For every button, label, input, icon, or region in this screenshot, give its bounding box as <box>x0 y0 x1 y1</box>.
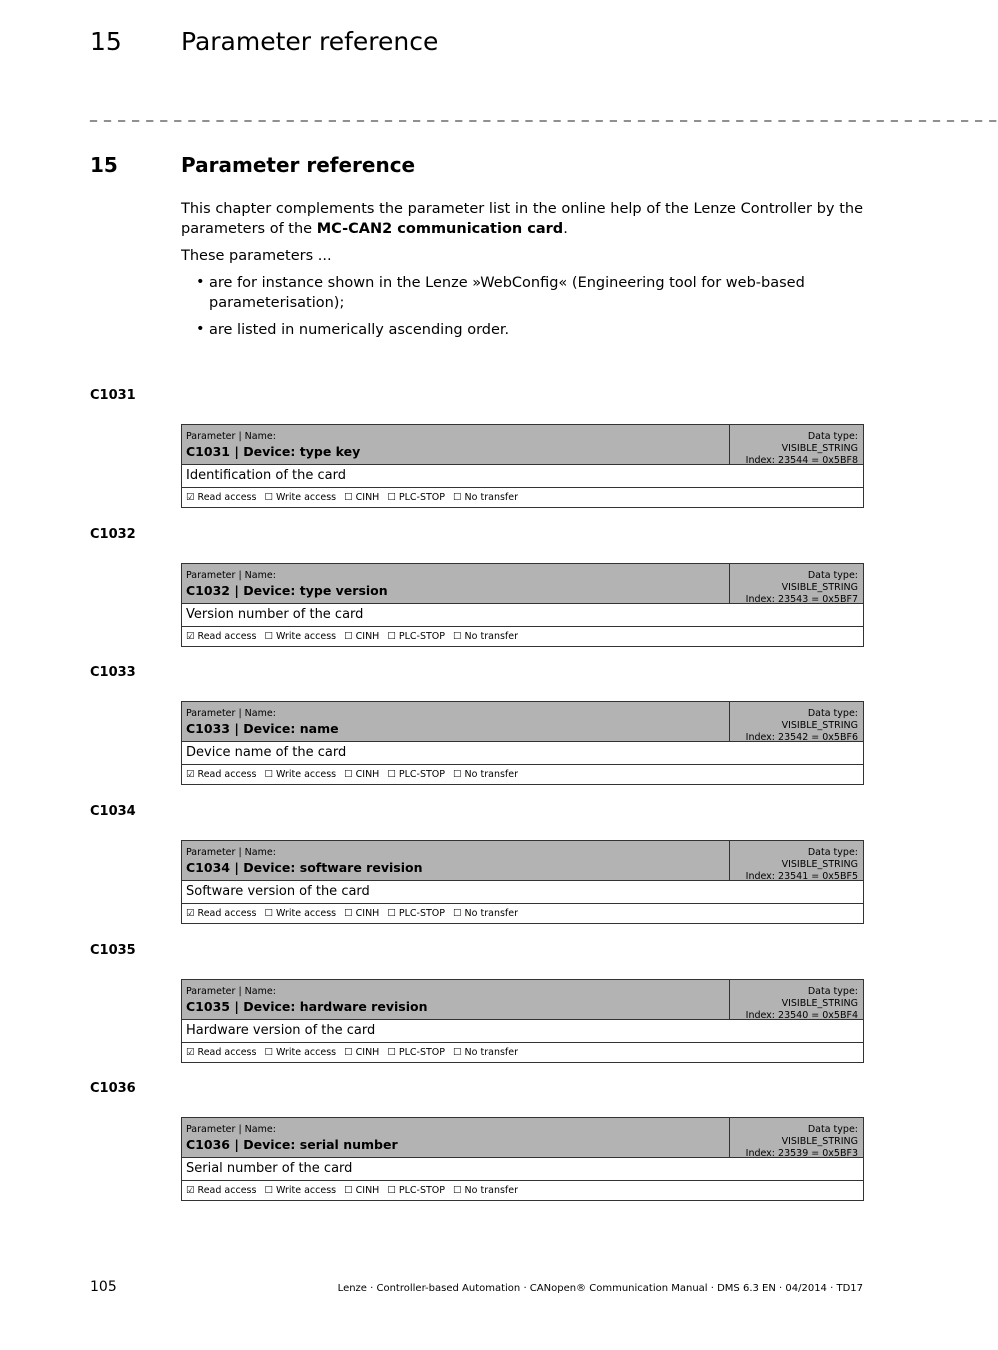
access-flag: ☐ Write access <box>264 908 337 919</box>
access-flag: ☐ PLC-STOP <box>387 1185 446 1196</box>
header-chapter-number: 15 <box>90 27 122 56</box>
parameter-description: Serial number of the card <box>182 1158 863 1181</box>
parameter-name: C1035 | Device: hardware revision <box>186 999 428 1014</box>
parameter-flags-row <box>182 1181 863 1200</box>
parameter-table <box>181 701 864 785</box>
access-flag: ☐ CINH <box>344 492 380 503</box>
parameter-header-row <box>182 702 863 742</box>
parameter-index: Index: 23540 = 0x5BF4 <box>745 1010 858 1021</box>
access-flag: ☐ CINH <box>344 908 380 919</box>
access-flag: ☐ CINH <box>344 769 380 780</box>
parameter-table <box>181 563 864 647</box>
parameter-flags-row <box>182 627 863 646</box>
access-flag: ☐ No transfer <box>453 631 519 642</box>
parameter-name: C1034 | Device: software revision <box>186 860 423 875</box>
intro-paragraph: This chapter complements the parameter list in the online help of the Lenze Controller by the parameters of the MC-CAN2 communication card. <box>181 201 863 237</box>
parameter-description: Version number of the card <box>182 604 863 627</box>
parameter-description: Device name of the card <box>182 742 863 765</box>
parameter-header-caption: Parameter | Name: <box>186 431 276 442</box>
access-flag: ☐ CINH <box>344 631 380 642</box>
access-flag: ☐ No transfer <box>453 908 519 919</box>
bullet-marker: • <box>196 274 205 290</box>
parameter-header-caption: Parameter | Name: <box>186 1124 276 1135</box>
access-flag: ☑ Read access <box>186 1047 257 1058</box>
access-flag: ☑ Read access <box>186 769 257 780</box>
access-flag: ☐ Write access <box>264 769 337 780</box>
parameter-label: C1036 <box>90 1081 136 1096</box>
parameter-header-row <box>182 564 863 604</box>
parameter-flags-row <box>182 904 863 923</box>
parameter-header-row <box>182 980 863 1020</box>
parameter-table <box>181 840 864 924</box>
bullet-item: are listed in numerically ascending order. <box>209 322 510 338</box>
access-flag: ☐ Write access <box>264 492 337 503</box>
parameter-label: C1034 <box>90 804 136 819</box>
parameter-label: C1031 <box>90 388 136 403</box>
parameter-name: C1032 | Device: type version <box>186 583 388 598</box>
parameter-table <box>181 1117 864 1201</box>
parameter-meta <box>729 702 863 741</box>
header-chapter-title: Parameter reference <box>181 27 439 56</box>
parameter-header-caption: Parameter | Name: <box>186 708 276 719</box>
access-flag: ☐ No transfer <box>453 492 519 503</box>
access-flag: ☐ PLC-STOP <box>387 1047 446 1058</box>
parameter-label: C1033 <box>90 665 136 680</box>
parameter-name: C1031 | Device: type key <box>186 444 361 459</box>
page-number: 105 <box>90 1279 117 1295</box>
intro-lead: These parameters ... <box>181 248 332 264</box>
bullet-marker: • <box>196 321 205 337</box>
header-divider: _ _ _ _ _ _ _ _ _ _ _ _ _ _ _ _ _ _ _ _ _ _ _ _ _ _ _ _ _ _ _ _ _ _ _ _ _ _ _ _ _ _ _ _ _ _ _ _ _ _ _ _ _ _ _ _ _ _ _ _ _ _ _ _ _ <box>90 106 998 122</box>
footer-text: Lenze · Controller-based Automation · CANopen® Communication Manual · DMS 6.3 EN · 04/2014 · TD17 <box>337 1283 863 1294</box>
parameter-index: Index: 23541 = 0x5BF5 <box>745 871 858 882</box>
parameter-data-type: Data type: VISIBLE_STRING <box>781 431 858 454</box>
parameter-name: C1036 | Device: serial number <box>186 1137 398 1152</box>
access-flag: ☐ PLC-STOP <box>387 631 446 642</box>
parameter-index: Index: 23542 = 0x5BF6 <box>745 732 858 743</box>
access-flag: ☐ Write access <box>264 631 337 642</box>
access-flag: ☐ No transfer <box>453 1047 519 1058</box>
parameter-data-type: Data type: VISIBLE_STRING <box>781 1124 858 1147</box>
parameter-meta <box>729 425 863 464</box>
parameter-flags-row <box>182 1043 863 1062</box>
access-flag: ☐ No transfer <box>453 769 519 780</box>
parameter-header-caption: Parameter | Name: <box>186 570 276 581</box>
access-flag: ☐ CINH <box>344 1047 380 1058</box>
access-flag: ☑ Read access <box>186 1185 257 1196</box>
access-flag: ☑ Read access <box>186 631 257 642</box>
parameter-header-row <box>182 1118 863 1158</box>
parameter-data-type: Data type: VISIBLE_STRING <box>781 847 858 870</box>
parameter-data-type: Data type: VISIBLE_STRING <box>781 708 858 731</box>
bullet-item: are for instance shown in the Lenze »WebConfig« (Engineering tool for web-based parameterisation); <box>209 275 805 311</box>
chapter-number: 15 <box>90 153 118 177</box>
parameter-table <box>181 424 864 508</box>
parameter-header-row <box>182 425 863 465</box>
parameter-description: Hardware version of the card <box>182 1020 863 1043</box>
access-flag: ☐ No transfer <box>453 1185 519 1196</box>
parameter-index: Index: 23539 = 0x5BF3 <box>745 1148 858 1159</box>
access-flag: ☑ Read access <box>186 492 257 503</box>
parameter-flags-row <box>182 765 863 784</box>
parameter-header-caption: Parameter | Name: <box>186 986 276 997</box>
parameter-meta <box>729 1118 863 1157</box>
parameter-table <box>181 979 864 1063</box>
access-flag: ☐ CINH <box>344 1185 380 1196</box>
access-flag: ☐ Write access <box>264 1185 337 1196</box>
chapter-title: Parameter reference <box>181 153 416 177</box>
parameter-description: Identification of the card <box>182 465 863 488</box>
access-flag: ☐ PLC-STOP <box>387 492 446 503</box>
parameter-label: C1035 <box>90 943 136 958</box>
parameter-index: Index: 23544 = 0x5BF8 <box>745 455 858 466</box>
parameter-meta <box>729 980 863 1019</box>
parameter-name: C1033 | Device: name <box>186 721 339 736</box>
parameter-meta <box>729 841 863 880</box>
access-flag: ☑ Read access <box>186 908 257 919</box>
access-flag: ☐ PLC-STOP <box>387 769 446 780</box>
intro-bold-term: MC-CAN2 communication card <box>316 220 564 237</box>
parameter-flags-row <box>182 488 863 507</box>
access-flag: ☐ Write access <box>264 1047 337 1058</box>
parameter-meta <box>729 564 863 603</box>
parameter-index: Index: 23543 = 0x5BF7 <box>745 594 858 605</box>
parameter-header-caption: Parameter | Name: <box>186 847 276 858</box>
parameter-data-type: Data type: VISIBLE_STRING <box>781 570 858 593</box>
access-flag: ☐ PLC-STOP <box>387 908 446 919</box>
parameter-data-type: Data type: VISIBLE_STRING <box>781 986 858 1009</box>
parameter-header-row <box>182 841 863 881</box>
parameter-description: Software version of the card <box>182 881 863 904</box>
parameter-label: C1032 <box>90 527 136 542</box>
